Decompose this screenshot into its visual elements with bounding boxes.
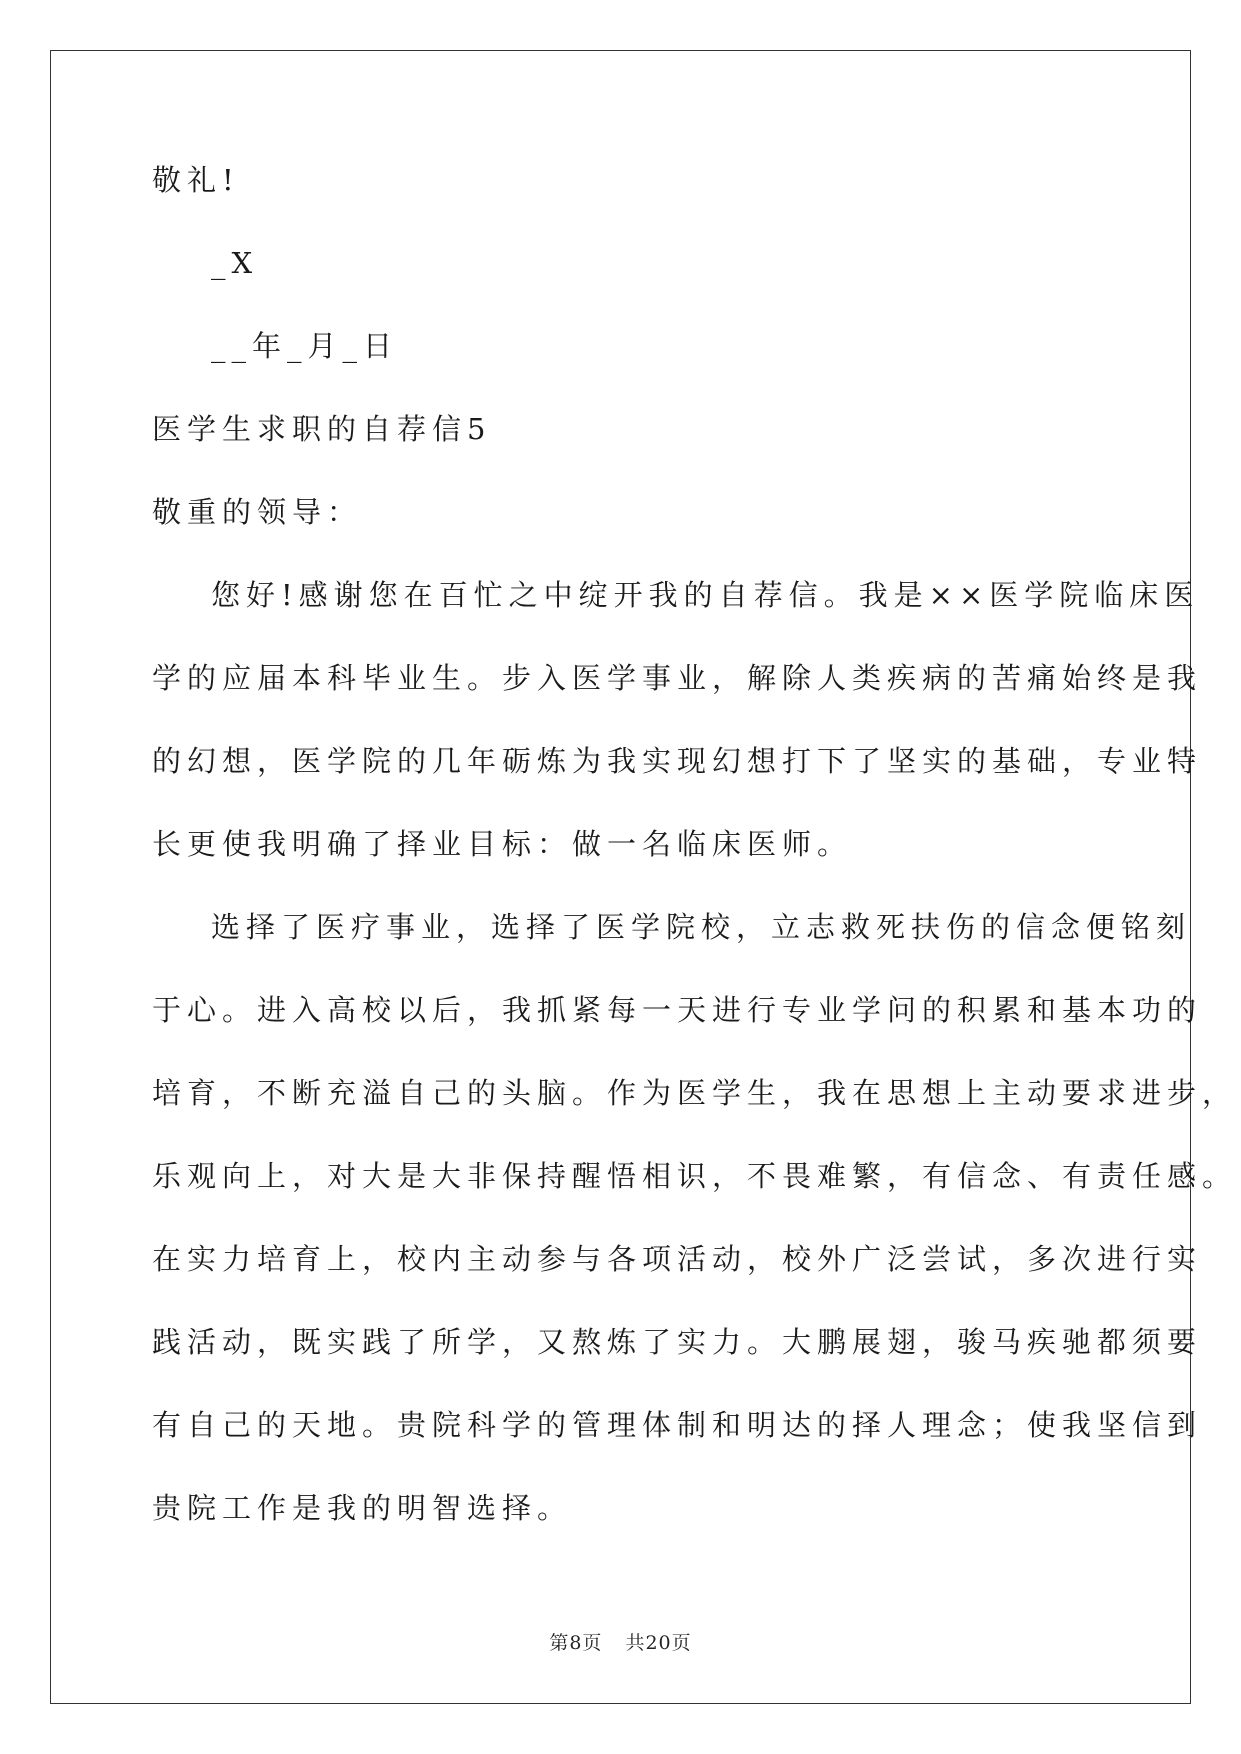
paragraph-line: 乐观向上，对大是大非保持醒悟相识，不畏难繁，有信念、有责任感。 — [152, 1159, 1238, 1193]
paragraph-line: 的幻想，医学院的几年砺炼为我实现幻想打下了坚实的基础，专业特 — [152, 744, 1203, 778]
paragraph-line: 您好!感谢您在百忙之中绽开我的自荐信。我是××医学院临床医 — [211, 578, 1200, 612]
document-body — [152, 163, 1238, 1576]
signature-name: _X — [211, 246, 259, 280]
paragraph-line: 长更使我明确了择业目标：做一名临床医师。 — [152, 827, 853, 861]
paragraph-line: 选择了医疗事业，选择了医学院校，立志救死扶伤的信念便铭刻 — [211, 910, 1192, 944]
paragraph-line: 在实力培育上，校内主动参与各项活动，校外广泛尝试，多次进行实 — [152, 1242, 1203, 1276]
paragraph-line: 践活动，既实践了所学，又熬炼了实力。大鹏展翅，骏马疾驰都须要 — [152, 1325, 1203, 1359]
letter-greeting: 敬重的领导： — [152, 495, 363, 529]
paragraph-line: 培育，不断充溢自己的头脑。作为医学生，我在思想上主动要求进步， — [152, 1076, 1238, 1110]
page-footer — [0, 1628, 1241, 1655]
paragraph-line: 有自己的天地。贵院科学的管理体制和明达的择人理念；使我坚信到 — [152, 1408, 1203, 1442]
page-total: 共20页 — [625, 1632, 692, 1654]
paragraph-line: 学的应届本科毕业生。步入医学事业，解除人类疾病的苦痛始终是我 — [152, 661, 1203, 695]
letter-title: 医学生求职的自荐信5 — [152, 412, 492, 446]
paragraph-line: 于心。进入高校以后，我抓紧每一天进行专业学问的积累和基本功的 — [152, 993, 1203, 1027]
page-number: 第8页 — [549, 1632, 603, 1654]
paragraph-line: 贵院工作是我的明智选择。 — [152, 1491, 573, 1525]
closing-salute: 敬礼! — [152, 163, 240, 197]
signature-date: __年_月_日 — [211, 329, 399, 363]
